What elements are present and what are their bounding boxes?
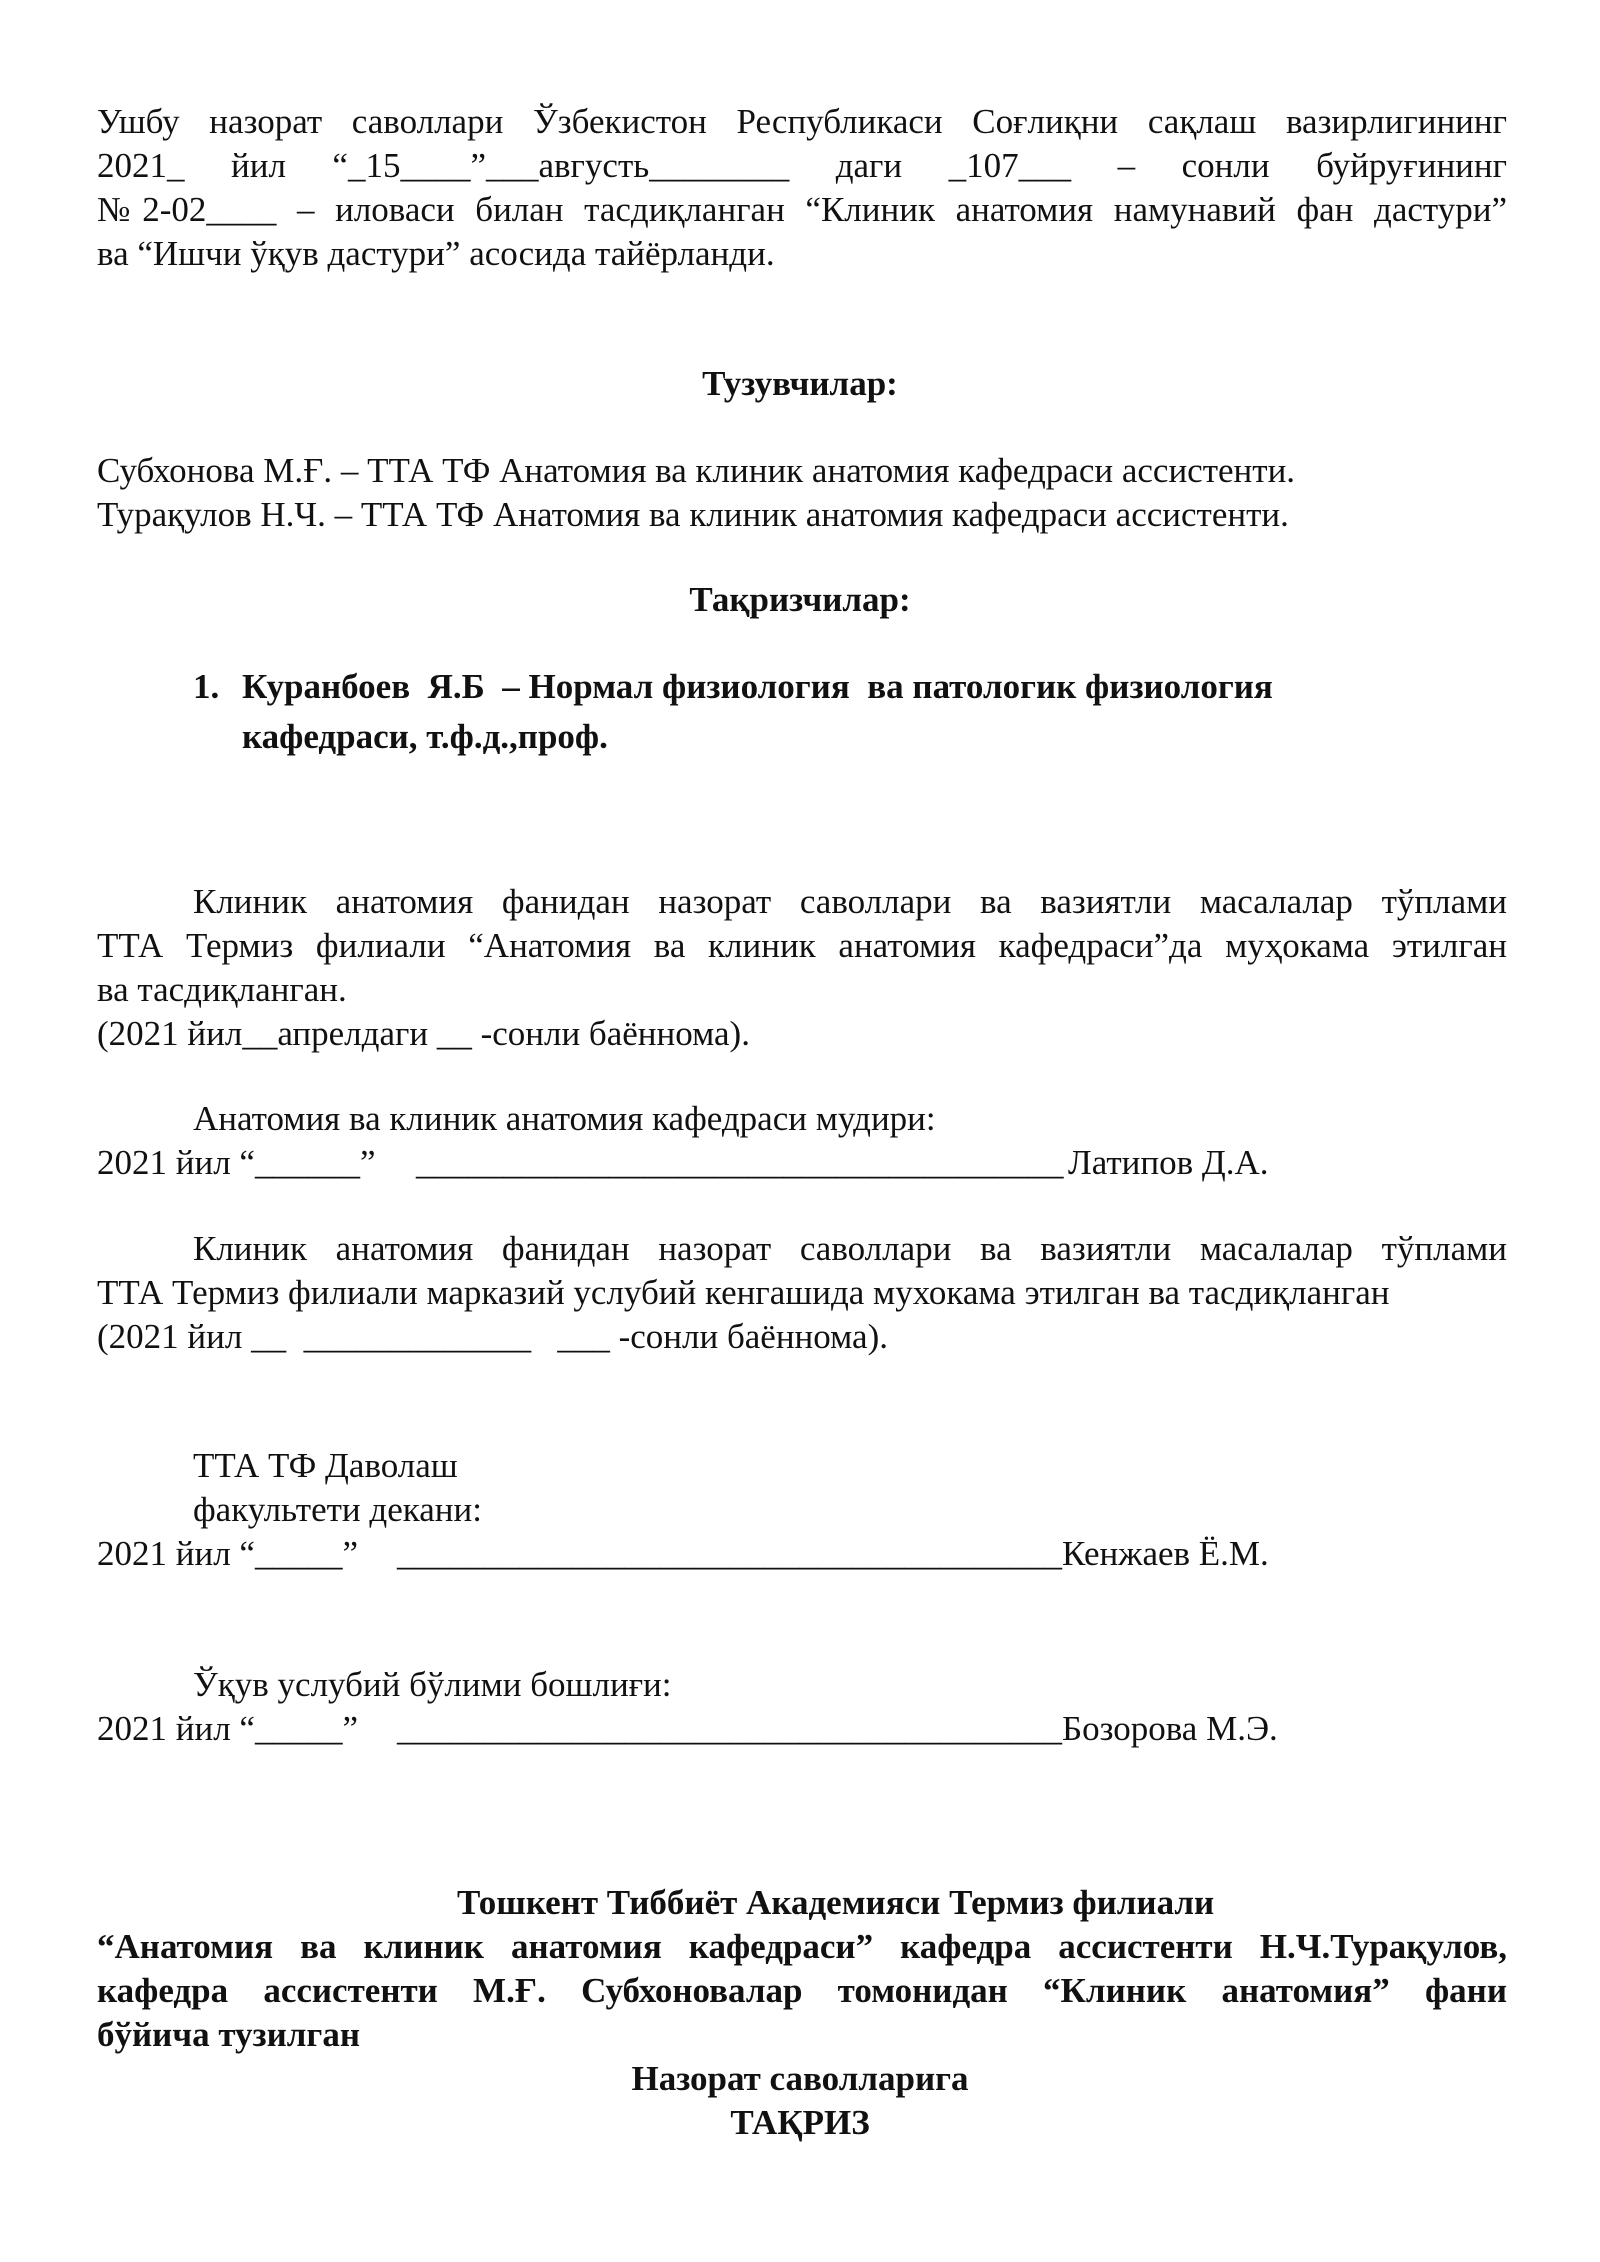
discussion1-line-2: ТТА Термиз филиали “Анатомия ва клиник анатомия кафедраси”да муҳокама этилган bbox=[97, 926, 1507, 965]
review-subtitle: Назорат саволларига bbox=[631, 2059, 969, 2098]
reviewer-number: 1. bbox=[193, 667, 220, 706]
compiler-item: Субхонова М.Ғ. – ТТА ТФ Анатомия ва клиник анатомия кафедраси ассистенти. bbox=[97, 451, 1296, 490]
intro-line-3: №2-02____ – иловаси билан тасдиқланган “Клиник анатомия намунавий фан дастури” bbox=[97, 190, 1507, 229]
dean-title-line-1: ТТА ТФ Даволаш bbox=[193, 1446, 458, 1485]
review-title: ТАҚРИЗ bbox=[730, 2103, 870, 2142]
head-of-department-date: 2021 йил “______” bbox=[97, 1143, 376, 1182]
review-line-3: кафедра ассистенти М.Ғ. Субхоновалар томонидан “Клиник анатомия” фани bbox=[97, 1971, 1507, 2010]
intro-line-2: 2021_ йил “_15____”___августь________ даги _107___ – сонли буйруғининг bbox=[97, 146, 1507, 185]
discussion1-line-1: Клиник анатомия фанидан назорат саволлари ва вазиятли масалалар тўплами bbox=[193, 882, 1507, 921]
dean-signature-line: ______________________________________ bbox=[397, 1534, 1062, 1573]
head-of-department-name: Латипов Д.А. bbox=[1068, 1143, 1269, 1182]
reviewers-heading: Тақризчилар: bbox=[689, 580, 911, 619]
discussion2-line-3: (2021 йил __ _____________ ___ -сонли баённома). bbox=[97, 1317, 888, 1356]
compiler-item: Турақулов Н.Ч. – ТТА ТФ Анатомия ва клиник анатомия кафедраси ассистенти. bbox=[97, 495, 1289, 534]
study-head-name: Бозорова М.Э. bbox=[1062, 1709, 1278, 1748]
reviewer-line-2: кафедраси, т.ф.д.,проф. bbox=[242, 717, 608, 756]
study-head-date: 2021 йил “_____” bbox=[97, 1709, 358, 1748]
head-of-department-title: Анатомия ва клиник анатомия кафедраси мудири: bbox=[193, 1099, 936, 1138]
study-head-signature-line: ______________________________________ bbox=[397, 1709, 1062, 1748]
compilers-heading: Тузувчилар: bbox=[702, 364, 898, 403]
discussion2-line-2: ТТА Термиз филиали марказий услубий кенгашида мухокама этилган ва тасдиқланган bbox=[97, 1273, 1390, 1312]
head-of-department-signature-line: _____________________________________ bbox=[416, 1143, 1064, 1182]
discussion2-line-1: Клиник анатомия фанидан назорат саволлари ва вазиятли масалалар тўплами bbox=[193, 1229, 1507, 1268]
dean-title-line-2: факультети декани: bbox=[193, 1490, 482, 1529]
review-line-4: бўйича тузилган bbox=[97, 2015, 360, 2054]
study-head-title: Ўқув услубий бўлими бошлиғи: bbox=[193, 1665, 672, 1704]
review-line-2: “Анатомия ва клиник анатомия кафедраси” кафедра ассистенти Н.Ч.Турақулов, bbox=[97, 1927, 1507, 1966]
intro-line-1: Ушбу назорат саволлари Ўзбекистон Республикаси Соғлиқни сақлаш вазирлигининг bbox=[97, 102, 1507, 141]
dean-date: 2021 йил “_____” bbox=[97, 1534, 358, 1573]
dean-name: Кенжаев Ё.М. bbox=[1062, 1534, 1269, 1573]
discussion1-line-3: ва тасдиқланган. bbox=[97, 970, 347, 1009]
review-institution: Тошкент Тиббиёт Академияси Термиз филиали bbox=[457, 1883, 1215, 1922]
reviewer-line-1: Куранбоев Я.Б – Нормал физиология ва патологик физиология bbox=[242, 667, 1273, 706]
intro-line-4: ва “Ишчи ўқув дастури” асосида тайёрланди. bbox=[97, 234, 775, 273]
discussion1-line-4: (2021 йил__апрелдаги __ -сонли баённома). bbox=[97, 1014, 750, 1053]
